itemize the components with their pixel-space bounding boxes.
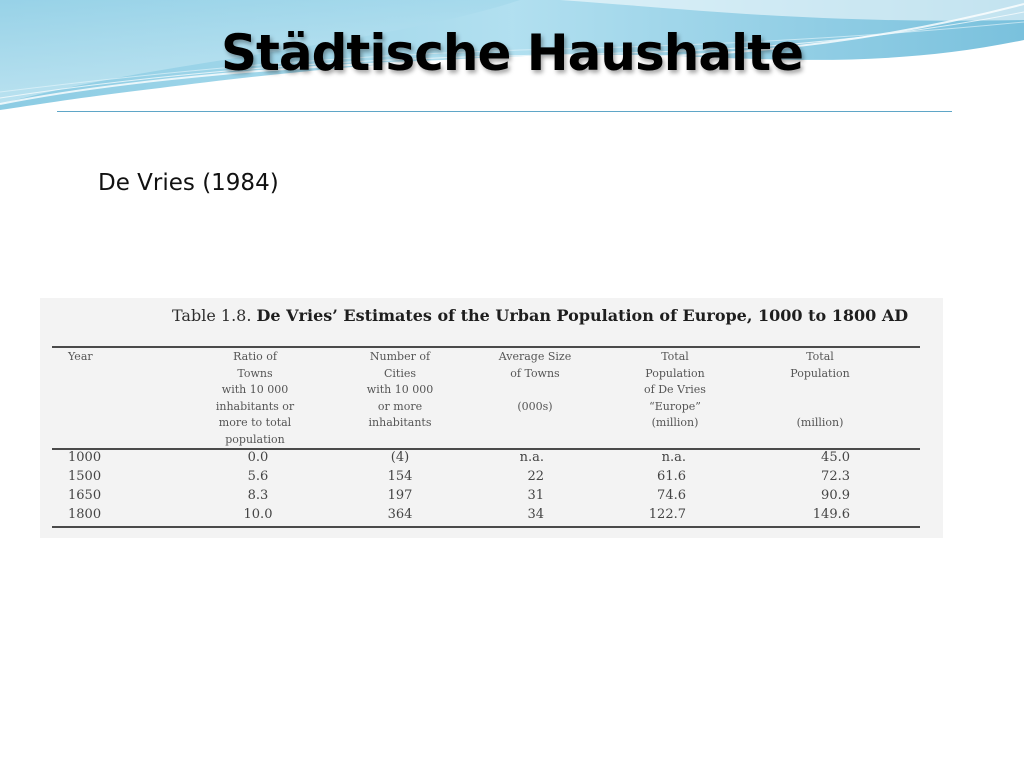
cell-cities: 154 — [387, 469, 413, 484]
column-header-total-population: Total Population (million) — [790, 350, 850, 429]
column-header-avg-size: Average Size of Towns (000s) — [498, 350, 572, 413]
column-header-cities: Number of Cities with 10 000 or more inhabitants — [366, 350, 434, 429]
table-row — [40, 450, 943, 469]
cell-avg-size: 22 — [527, 469, 544, 484]
cell-total-population: 90.9 — [821, 488, 850, 503]
cell-cities: 364 — [387, 507, 413, 522]
table-row — [40, 507, 943, 526]
cell-cities: 197 — [387, 488, 413, 503]
slide-title: Städtische Haushalte — [220, 24, 804, 82]
table-row — [40, 488, 943, 507]
cell-cities: (4) — [390, 450, 410, 465]
title-divider — [57, 111, 952, 112]
cell-year: 1500 — [68, 469, 102, 484]
cell-ratio: 0.0 — [247, 450, 269, 465]
table-row — [40, 469, 943, 488]
cell-year: 1650 — [68, 488, 102, 503]
cell-ratio: 10.0 — [243, 507, 273, 522]
cell-total-population: 72.3 — [821, 469, 850, 484]
column-header-devries-population: Total Population of De Vries “Europe” (million) — [644, 350, 706, 429]
cell-devries-population: 61.6 — [657, 469, 686, 484]
table-rule-bottom — [52, 526, 920, 528]
cell-devries-population: 122.7 — [648, 507, 686, 522]
table-image — [40, 298, 943, 538]
cell-avg-size: 34 — [527, 507, 544, 522]
table-rule-top — [52, 346, 920, 348]
cell-year: 1000 — [68, 450, 102, 465]
subtitle: De Vries (1984) — [98, 170, 279, 196]
cell-devries-population: n.a. — [661, 450, 686, 465]
column-header-year: Year — [68, 350, 93, 363]
cell-avg-size: 31 — [527, 488, 544, 503]
cell-year: 1800 — [68, 507, 102, 522]
table-caption — [172, 306, 908, 325]
cell-ratio: 5.6 — [247, 469, 269, 484]
column-header-ratio: Ratio of Towns with 10 000 inhabitants or more to total population — [215, 350, 295, 446]
cell-ratio: 8.3 — [247, 488, 269, 503]
cell-total-population: 149.6 — [812, 507, 850, 522]
cell-devries-population: 74.6 — [657, 488, 686, 503]
table-caption-prefix: Table 1.8. — [172, 306, 252, 325]
table-caption-title: De Vries’ Estimates of the Urban Population of Europe, 1000 to 1800 AD — [256, 306, 909, 325]
cell-total-population: 45.0 — [821, 450, 850, 465]
cell-avg-size: n.a. — [519, 450, 544, 465]
